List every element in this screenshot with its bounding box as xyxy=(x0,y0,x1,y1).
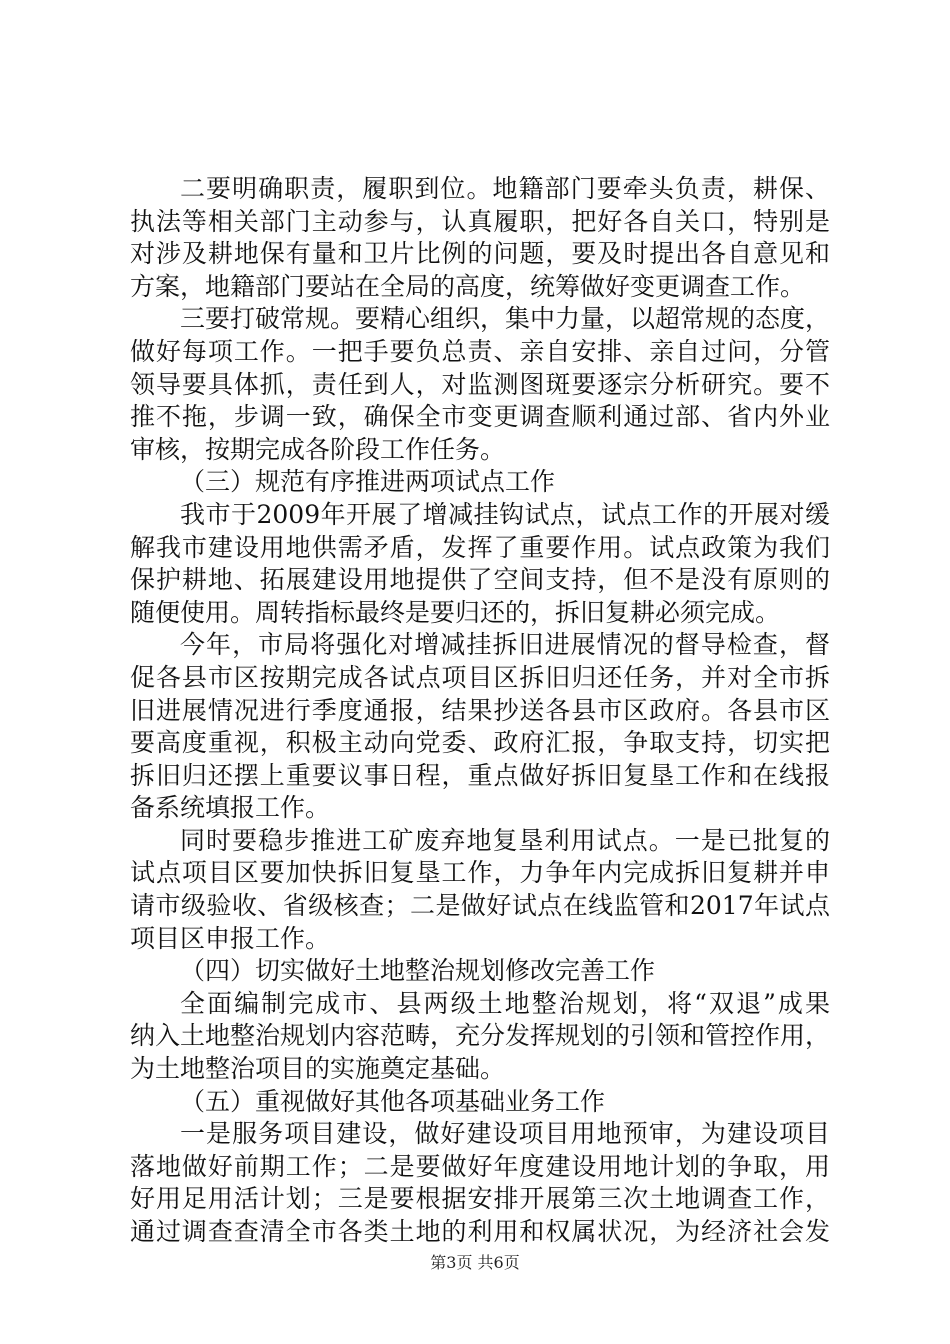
text-line: 今年，市局将强化对增减挂拆旧进展情况的督导检查，督 xyxy=(180,630,830,660)
text-line: 请市级验收、省级核查；二是做好试点在线监管和2017年试点 xyxy=(130,891,830,921)
text-line: 备系统填报工作。 xyxy=(130,793,331,823)
text-line: 执法等相关部门主动参与，认真履职，把好各自关口，特别是 xyxy=(130,206,830,236)
text-line: 三要打破常规。要精心组织，集中力量，以超常规的态度， xyxy=(180,304,830,334)
text-line: 要高度重视，积极主动向党委、政府汇报，争取支持，切实把 xyxy=(130,728,830,758)
text-line: 解我市建设用地供需矛盾，发挥了重要作用。试点政策为我们 xyxy=(130,532,830,562)
text-line: 为土地整治项目的实施奠定基础。 xyxy=(130,1054,506,1084)
text-line: （四）切实做好土地整治规划修改完善工作 xyxy=(180,956,656,986)
text-line: 全面编制完成市、县两级土地整治规划，将“双退”成果 xyxy=(180,988,830,1018)
text-line: 试点项目区要加快拆旧复垦工作，力争年内完成拆旧复耕并申 xyxy=(130,858,830,888)
text-line: 方案，地籍部门要站在全局的高度，统筹做好变更调查工作。 xyxy=(130,271,806,301)
text-line: 促各县市区按期完成各试点项目区拆旧归还任务，并对全市拆 xyxy=(130,662,830,692)
document-body xyxy=(130,173,830,1249)
text-line: 一是服务项目建设，做好建设项目用地预审，为建设项目 xyxy=(180,1119,830,1149)
text-line: 旧进展情况进行季度通报，结果抄送各县市区政府。各县市区 xyxy=(130,695,830,725)
text-line: 同时要稳步推进工矿废弃地复垦利用试点。一是已批复的 xyxy=(180,825,830,855)
text-line: 通过调查查清全市各类土地的利用和权属状况，为经济社会发 xyxy=(130,1217,830,1246)
text-line: 项目区申报工作。 xyxy=(130,923,331,953)
text-line: 我市于2009年开展了增减挂钩试点，试点工作的开展对缓 xyxy=(180,499,830,529)
text-line: 好用足用活计划；三是要根据安排开展第三次土地调查工作， xyxy=(130,1184,830,1214)
text-line: 保护耕地、拓展建设用地提供了空间支持，但不是没有原则的 xyxy=(130,565,830,595)
text-line: 审核，按期完成各阶段工作任务。 xyxy=(130,434,506,464)
text-line: 做好每项工作。一把手要负总责、亲自安排、亲自过问，分管 xyxy=(130,336,830,366)
page-number-footer: 第3页 共6页 xyxy=(430,1253,520,1272)
text-line: 对涉及耕地保有量和卫片比例的问题，要及时提出各自意见和 xyxy=(130,239,830,269)
text-line: 推不拖，步调一致，确保全市变更调查顺利通过部、省内外业 xyxy=(130,402,830,432)
text-line: 纳入土地整治规划内容范畴，充分发挥规划的引领和管控作用， xyxy=(130,1021,830,1051)
text-line: （三）规范有序推进两项试点工作 xyxy=(180,467,556,497)
text-line: 随便使用。周转指标最终是要归还的，拆旧复耕必须完成。 xyxy=(130,597,781,627)
text-line: 落地做好前期工作；二是要做好年度建设用地计划的争取，用 xyxy=(130,1151,830,1181)
text-line: 拆旧归还摆上重要议事日程，重点做好拆旧复垦工作和在线报 xyxy=(130,760,830,790)
text-line: 领导要具体抓，责任到人，对监测图斑要逐宗分析研究。要不 xyxy=(130,369,830,399)
text-line: 二要明确职责，履职到位。地籍部门要牵头负责，耕保、 xyxy=(180,174,830,203)
text-line: （五）重视做好其他各项基础业务工作 xyxy=(180,1086,606,1116)
